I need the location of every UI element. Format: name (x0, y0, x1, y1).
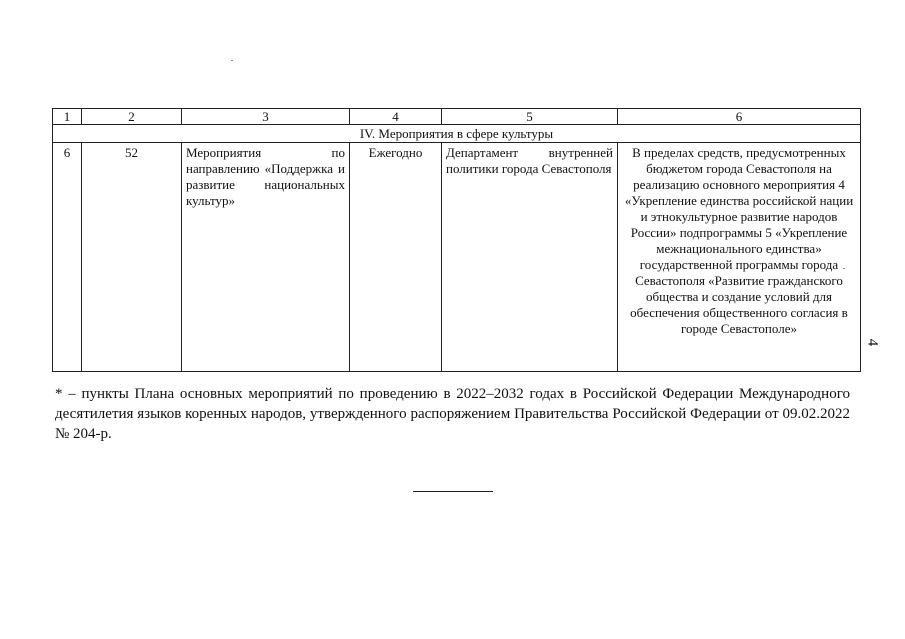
measure-name-cell: Мероприятия по направлению «Поддержка и развитие национальных культур» (182, 143, 350, 372)
section-title: IV. Мероприятия в сфере культуры (53, 125, 861, 143)
column-number: 4 (350, 109, 442, 125)
column-number: 2 (82, 109, 182, 125)
scan-speck (231, 60, 233, 61)
end-rule (413, 491, 493, 492)
section-row (53, 125, 861, 143)
row-number-cell: 6 (53, 143, 82, 372)
measures-table (52, 108, 861, 372)
column-number-row (53, 109, 861, 125)
funding-cell: В пределах средств, предусмотренных бюджетом города Севастополя на реализацию основного мероприятия 4 «Укрепление единства российской нации и этнокультурное развитие народов России» подпрограммы 5 «Укрепление межнационального единства» государственной программы города Севастополя «Развитие гражданского общества и создание условий для обеспечения общественного согласия в городе Севастополе» (618, 143, 861, 372)
column-number: 6 (618, 109, 861, 125)
footnote: * – пункты Плана основных мероприятий по проведению в 2022–2032 годах в Российской Федерации Международного десятилетия языков коренных народов, утвержденного распоряжением Правительства Российской Федерации от 09.02.2022 № 204-р. (55, 386, 850, 442)
column-number: 5 (442, 109, 618, 125)
column-number: 3 (182, 109, 350, 125)
responsible-cell: Департамент внутренней политики города Севастополя (442, 143, 618, 372)
table-row (53, 143, 861, 372)
column-number: 1 (53, 109, 82, 125)
deadline-cell: Ежегодно (350, 143, 442, 372)
page-number: 4 (864, 338, 881, 347)
plan-item-cell: 52 (82, 143, 182, 372)
